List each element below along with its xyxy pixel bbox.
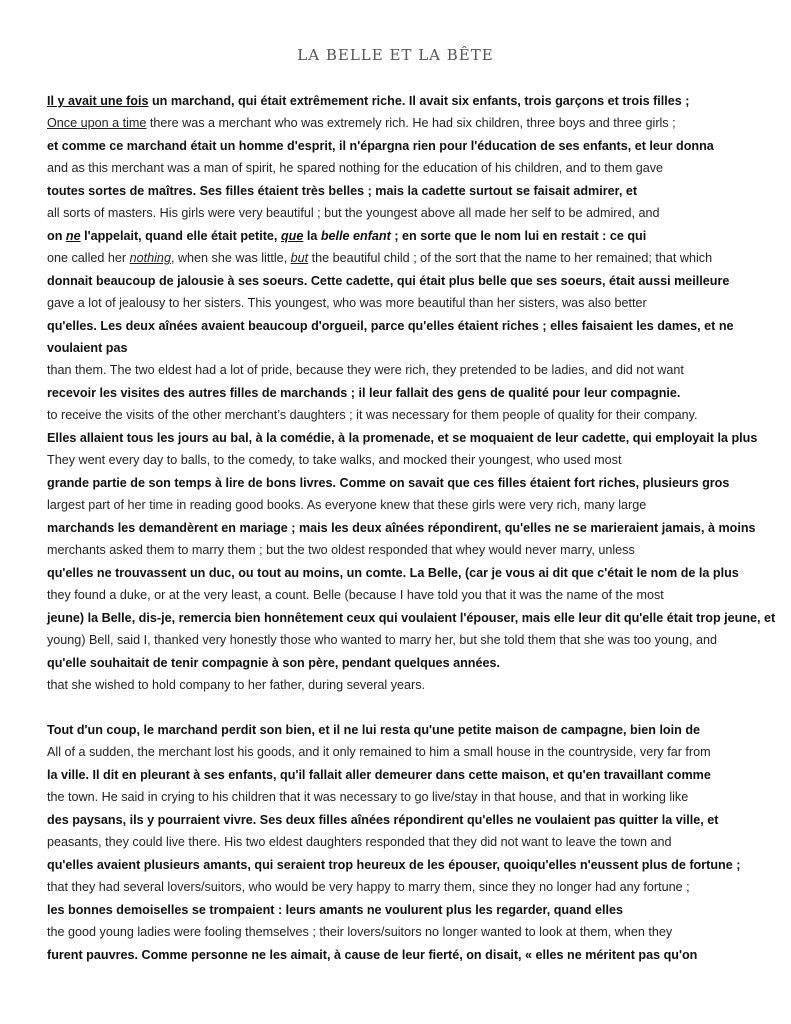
french-line: les bonnes demoiselles se trompaient : leurs amants ne voulurent plus les regarder, quand elles	[47, 903, 623, 917]
french-line: Tout d'un coup, le marchand perdit son bien, et il ne lui resta qu'une petite maison de campagne, bien loin de	[47, 723, 701, 737]
french-line: la ville. Il dit en pleurant à ses enfants, qu'il fallait aller demeurer dans cette maison, et qu'en travaillant comme	[47, 768, 711, 782]
english-line: peasants, they could live there. His two eldest daughters responded that they did not want to leave the town and	[47, 835, 672, 849]
line-text: la	[303, 229, 321, 243]
english-line: and as this merchant was a man of spirit, he spared nothing for the education of his children, and to them gave	[47, 161, 664, 175]
french-line: qu'elle souhaitait de tenir compagnie à son père, pendant quelques années.	[47, 656, 500, 670]
line-text: , when she was little,	[170, 251, 291, 265]
english-line: they found a duke, or at the very least, a count. Belle (because I have told you that it was the name of the most	[47, 588, 664, 602]
english-line: young) Bell, said I, thanked very honestly those who wanted to marry her, but she told them that she was too young, and	[47, 633, 717, 647]
english-line: largest part of her time in reading good books. As everyone knew that these girls were very rich, many large	[47, 498, 647, 512]
french-line: recevoir les visites des autres filles de marchands ; il leur fallait des gens de qualité pour leur compagnie.	[47, 386, 681, 400]
line-text: there was a merchant who was extremely rich. He had six children, three boys and three girls ;	[146, 116, 676, 130]
underlined-phrase: Once upon a time	[47, 116, 147, 130]
english-line: They went every day to balls, to the comedy, to take walks, and mocked their youngest, who used most	[47, 453, 622, 467]
english-line: than them. The two eldest had a lot of pride, because they were rich, they pretended to be ladies, and did not want	[47, 363, 684, 377]
french-line: Elles allaient tous les jours au bal, à la comédie, à la promenade, et se moquaient de leur cadette, qui employait la plus	[47, 431, 758, 445]
english-line: merchants asked them to marry them ; but the two oldest responded that whey would never marry, unless	[47, 543, 635, 557]
emphasized-word: nothing	[129, 251, 171, 265]
french-line: grande partie de son temps à lire de bons livres. Comme on savait que ces filles étaient fort riches, plusieurs gros	[47, 476, 730, 490]
english-line: that she wished to hold company to her father, during several years.	[47, 678, 426, 692]
french-line	[47, 228, 747, 244]
line-text: un marchand, qui était extrêmement riche. Il avait six enfants, trois garçons et trois filles ;	[148, 94, 690, 108]
french-line	[47, 93, 747, 109]
underlined-phrase: Il y avait une fois	[47, 94, 149, 108]
english-line: the good young ladies were fooling themselves ; their lovers/suitors no longer wanted to look at them, when they	[47, 925, 673, 939]
line-text: one called her	[47, 251, 130, 265]
french-line: marchands les demandèrent en mariage ; mais les deux aînées répondirent, qu'elles ne se marieraient jamais, à moins	[47, 521, 756, 535]
line-text: on	[47, 229, 66, 243]
line-text: ; en sorte que le nom lui en restait : ce qui	[390, 229, 647, 243]
document-title: LA BELLE ET LA BÊTE	[297, 46, 494, 64]
english-line: All of a sudden, the merchant lost his goods, and it only remained to him a small house in the countryside, very far from	[47, 745, 711, 759]
english-line: to receive the visits of the other merchant’s daughters ; it was necessary for them people of quality for their company.	[47, 408, 698, 422]
italic-phrase: belle enfant	[320, 229, 391, 243]
english-line: that they had several lovers/suitors, who would be very happy to marry them, since they no longer had any fortune ;	[47, 880, 690, 894]
french-line: toutes sortes de maîtres. Ses filles étaient très belles ; mais la cadette surtout se faisait admirer, et	[47, 184, 638, 198]
french-line: furent pauvres. Comme personne ne les aimait, à cause de leur fierté, on disait, « elles ne méritent pas qu'on	[47, 948, 698, 962]
english-line: gave a lot of jealousy to her sisters. This youngest, who was more beautiful than her sisters, was also better	[47, 296, 647, 310]
french-line: jeune) la Belle, dis-je, remercia bien honnêtement ceux qui voulaient l'épouser, mais elle leur dit qu'elle était trop jeune, et	[47, 611, 776, 625]
english-line	[47, 115, 747, 131]
emphasized-word: but	[290, 251, 309, 265]
emphasized-word: que	[280, 229, 304, 243]
french-line: qu'elles ne trouvassent un duc, ou tout au moins, un comte. La Belle, (car je vous ai dit que c'était le nom de la plus	[47, 566, 739, 580]
english-line	[47, 250, 747, 266]
french-line: qu'elles avaient plusieurs amants, qui seraient trop heureux de les épouser, quoiqu'elles n'eussent plus de fortune ;	[47, 858, 741, 872]
french-line: donnait beaucoup de jalousie à ses soeurs. Cette cadette, qui était plus belle que ses soeurs, était aussi meilleure	[47, 274, 730, 288]
english-line: all sorts of masters. His girls were very beautiful ; but the youngest above all made her self to be admired, and	[47, 206, 660, 220]
french-line: qu'elles. Les deux aînées avaient beaucoup d'orgueil, parce qu'elles étaient riches ; elles faisaient les dames, et ne	[47, 319, 734, 333]
english-line: the town. He said in crying to his children that it was necessary to go live/stay in that house, and that in working like	[47, 790, 689, 804]
french-line: des paysans, ils y pourraient vivre. Ses deux filles aînées répondirent qu'elles ne voulaient pas quitter la ville, et	[47, 813, 719, 827]
french-line: voulaient pas	[47, 341, 128, 355]
line-text: l'appelait, quand elle était petite,	[80, 229, 281, 243]
french-line: et comme ce marchand était un homme d'esprit, il n'épargna rien pour l'éducation de ses enfants, et leur donna	[47, 139, 714, 153]
line-text: the beautiful child ; of the sort that the name to her remained; that which	[308, 251, 713, 265]
emphasized-word: ne	[65, 229, 81, 243]
